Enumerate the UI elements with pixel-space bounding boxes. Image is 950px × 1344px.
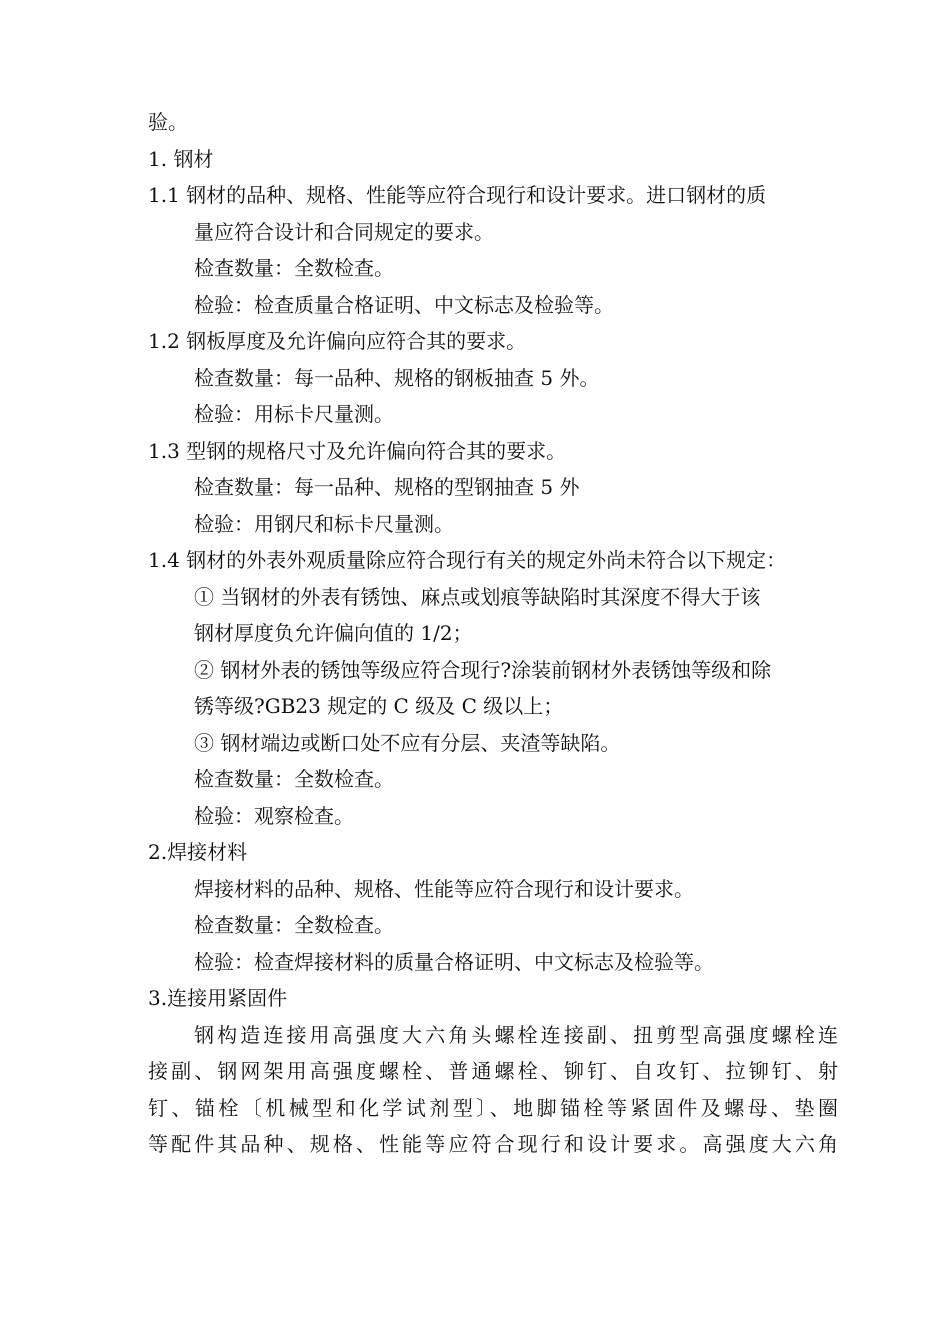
paragraph-line: 等配件其品种、规格、性能等应符合现行和设计要求。高强度大六角 xyxy=(148,1132,838,1156)
text-line: 锈等级?GB23 规定的 C 级及 C 级以上； xyxy=(194,694,564,718)
paragraph-line: 接副、钢网架用高强度螺栓、普通螺栓、铆钉、自攻钉、拉铆钉、射 xyxy=(148,1059,838,1083)
text-line: 检验：用钢尺和标卡尺量测。 xyxy=(194,511,454,536)
text-line: 检验：用标卡尺量测。 xyxy=(194,402,394,426)
text-line: 钢材厚度负允许偏向值的 1/2； xyxy=(194,621,473,645)
section-heading-fasteners: 3.连接用紧固件 xyxy=(148,986,288,1010)
text-line: 验。 xyxy=(148,110,188,134)
text-line: 检查数量：每一品种、规格的型钢抽查 5 外 xyxy=(194,475,580,499)
text-line: 检验：观察检查。 xyxy=(194,803,354,828)
text-line: ① 当钢材的外表有锈蚀、麻点或划痕等缺陷时其深度不得大于该 xyxy=(194,584,761,609)
document-body xyxy=(148,104,848,1163)
text-line: 检查数量：全数检查。 xyxy=(194,913,394,937)
section-heading-welding: 2.焊接材料 xyxy=(148,840,248,864)
text-line: 检查数量：每一品种、规格的钢板抽查 5 外。 xyxy=(194,365,600,390)
text-line: 检验：检查质量合格证明、中文标志及检验等。 xyxy=(194,292,614,317)
text-line: 焊接材料的品种、规格、性能等应符合现行和设计要求。 xyxy=(194,876,694,901)
text-line: 量应符合设计和合同规定的要求。 xyxy=(194,219,494,244)
text-line: 检验：检查焊接材料的质量合格证明、中文标志及检验等。 xyxy=(194,949,714,974)
text-line: ③ 钢材端边或断口处不应有分层、夹渣等缺陷。 xyxy=(194,730,621,755)
text-line: 检查数量：全数检查。 xyxy=(194,767,394,791)
clause-1-3: 1.3 型钢的规格尺寸及允许偏向符合其的要求。 xyxy=(148,438,567,463)
text-line: 检查数量：全数检查。 xyxy=(194,256,394,280)
clause-1-4: 1.4 钢材的外表外观质量除应符合现行有关的规定外尚未符合以下规定： xyxy=(148,548,787,572)
clause-1-2: 1.2 钢板厚度及允许偏向应符合其的要求。 xyxy=(148,329,527,353)
text-line: ② 钢材外表的锈蚀等级应符合现行?涂装前钢材外表锈蚀等级和除 xyxy=(194,657,772,682)
paragraph-line: 钢构造连接用高强度大六角头螺栓连接副、扭剪型高强度螺栓连 xyxy=(194,1022,838,1047)
clause-1-1: 1.1 钢材的品种、规格、性能等应符合现行和设计要求。进口钢材的质 xyxy=(148,183,767,207)
section-heading-steel: 1. 钢材 xyxy=(148,146,214,171)
paragraph-line: 钉、锚栓〔机械型和化学试剂型〕、地脚锚栓等紧固件及螺母、垫圈 xyxy=(148,1095,838,1120)
